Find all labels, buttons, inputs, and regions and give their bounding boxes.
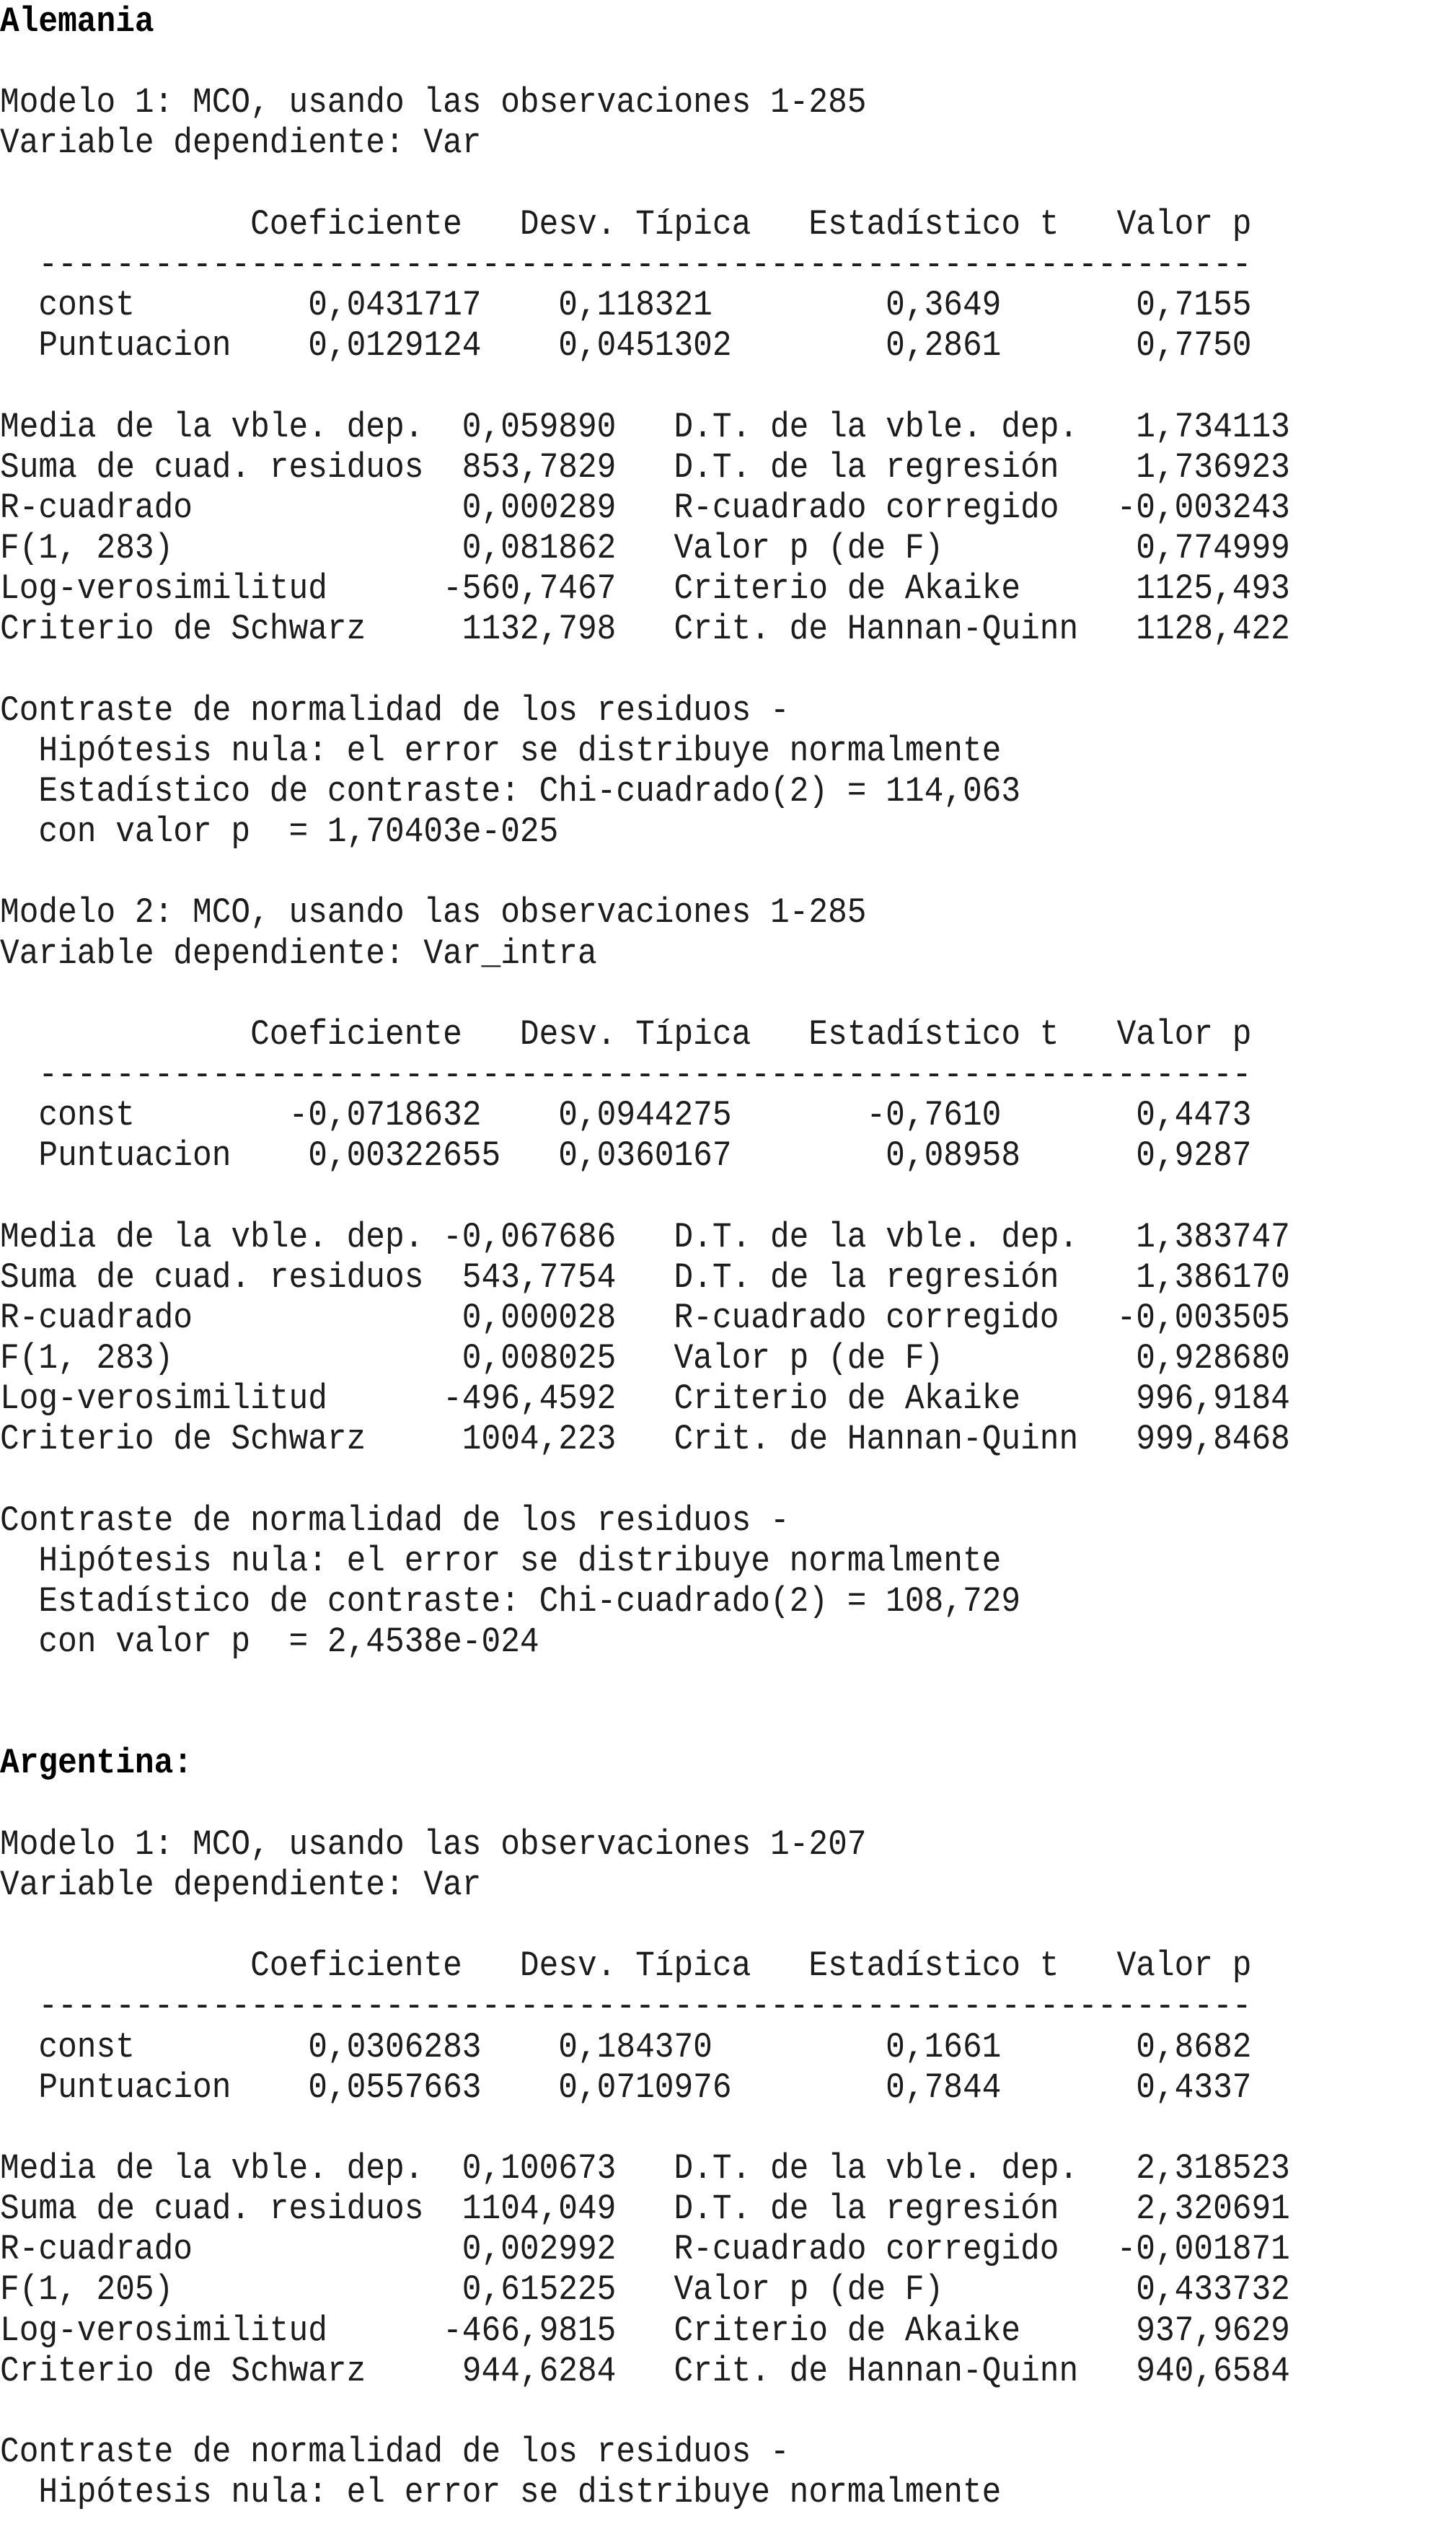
coefficient-row: Puntuacion 0,0557663 0,0710976 0,7844 0,4337 bbox=[0, 2067, 1252, 2108]
output-line: Hipótesis nula: el error se distribuye normalmente bbox=[0, 1540, 1002, 1581]
output-line: Criterio de Schwarz 944,6284 Crit. de Hannan-Quinn 940,6584 bbox=[0, 2350, 1290, 2391]
output-line: Log-verosimilitud -560,7467 Criterio de Akaike 1125,493 bbox=[0, 568, 1290, 610]
coefficient-row: const 0,0431717 0,118321 0,3649 0,7155 bbox=[0, 285, 1252, 326]
model-title: Modelo 1: MCO, usando las observaciones 1-285 bbox=[0, 82, 867, 123]
section-heading: Argentina: bbox=[0, 1743, 193, 1784]
coefficient-row: Puntuacion 0,0129124 0,0451302 0,2861 0,7750 bbox=[0, 325, 1252, 366]
output-line: Hipótesis nula: el error se distribuye normalmente bbox=[0, 730, 1002, 771]
dependent-variable: Variable dependiente: Var bbox=[0, 1864, 482, 1905]
output-line: Estadístico de contraste: Chi-cuadrado(2) = 114,063 bbox=[0, 770, 1021, 812]
output-line: Hipótesis nula: el error se distribuye normalmente bbox=[0, 2472, 1002, 2513]
table-separator: --------------------------------------------------------------- bbox=[0, 1986, 1252, 2027]
output-line: F(1, 283) 0,008025 Valor p (de F) 0,928680 bbox=[0, 1338, 1290, 1379]
section-heading: Alemania bbox=[0, 1, 154, 42]
table-header-row: Coeficiente Desv. Típica Estadístico t Valor p bbox=[0, 1014, 1252, 1055]
output-line: Media de la vble. dep. -0,067686 D.T. de la vble. dep. 1,383747 bbox=[0, 1216, 1290, 1257]
output-line: Suma de cuad. residuos 853,7829 D.T. de la regresión 1,736923 bbox=[0, 447, 1290, 488]
output-line: Criterio de Schwarz 1132,798 Crit. de Hannan-Quinn 1128,422 bbox=[0, 609, 1290, 650]
coefficient-row: const 0,0306283 0,184370 0,1661 0,8682 bbox=[0, 2026, 1252, 2067]
normality-test-title: Contraste de normalidad de los residuos - bbox=[0, 1500, 790, 1541]
output-line: F(1, 283) 0,081862 Valor p (de F) 0,774999 bbox=[0, 527, 1290, 568]
output-line: Suma de cuad. residuos 1104,049 D.T. de la regresión 2,320691 bbox=[0, 2189, 1290, 2230]
output-line: R-cuadrado 0,002992 R-cuadrado corregido -0,001871 bbox=[0, 2229, 1290, 2270]
output-line: R-cuadrado 0,000028 R-cuadrado corregido -0,003505 bbox=[0, 1297, 1290, 1338]
dependent-variable: Variable dependiente: Var_intra bbox=[0, 933, 597, 974]
dependent-variable: Variable dependiente: Var bbox=[0, 123, 482, 164]
output-line: con valor p = 1,70403e-025 bbox=[0, 812, 559, 852]
output-line: R-cuadrado 0,000289 R-cuadrado corregido -0,003243 bbox=[0, 487, 1290, 528]
output-line: Media de la vble. dep. 0,059890 D.T. de la vble. dep. 1,734113 bbox=[0, 406, 1290, 447]
table-header-row: Coeficiente Desv. Típica Estadístico t Valor p bbox=[0, 1946, 1252, 1987]
coefficient-row: const -0,0718632 0,0944275 -0,7610 0,4473 bbox=[0, 1095, 1252, 1135]
normality-test-title: Contraste de normalidad de los residuos - bbox=[0, 690, 790, 731]
table-header-row: Coeficiente Desv. Típica Estadístico t Valor p bbox=[0, 203, 1252, 245]
output-line: Log-verosimilitud -466,9815 Criterio de Akaike 937,9629 bbox=[0, 2310, 1290, 2351]
output-line: Suma de cuad. residuos 543,7754 D.T. de la regresión 1,386170 bbox=[0, 1257, 1290, 1298]
output-line: con valor p = 2,4538e-024 bbox=[0, 1622, 539, 1662]
output-line: Estadístico de contraste: Chi-cuadrado(2) = 108,729 bbox=[0, 1581, 1021, 1622]
output-line: Log-verosimilitud -496,4592 Criterio de Akaike 996,9184 bbox=[0, 1379, 1290, 1420]
model-title: Modelo 2: MCO, usando las observaciones 1-285 bbox=[0, 892, 867, 933]
table-separator: --------------------------------------------------------------- bbox=[0, 244, 1252, 285]
output-line: F(1, 205) 0,615225 Valor p (de F) 0,433732 bbox=[0, 2269, 1290, 2311]
output-line: Criterio de Schwarz 1004,223 Crit. de Hannan-Quinn 999,8468 bbox=[0, 1419, 1290, 1460]
output-line: Media de la vble. dep. 0,100673 D.T. de la vble. dep. 2,318523 bbox=[0, 2148, 1290, 2189]
table-separator: --------------------------------------------------------------- bbox=[0, 1054, 1252, 1095]
normality-test-title: Contraste de normalidad de los residuos - bbox=[0, 2432, 790, 2472]
coefficient-row: Puntuacion 0,00322655 0,0360167 0,08958 0,9287 bbox=[0, 1135, 1252, 1177]
model-title: Modelo 1: MCO, usando las observaciones 1-207 bbox=[0, 1824, 867, 1865]
